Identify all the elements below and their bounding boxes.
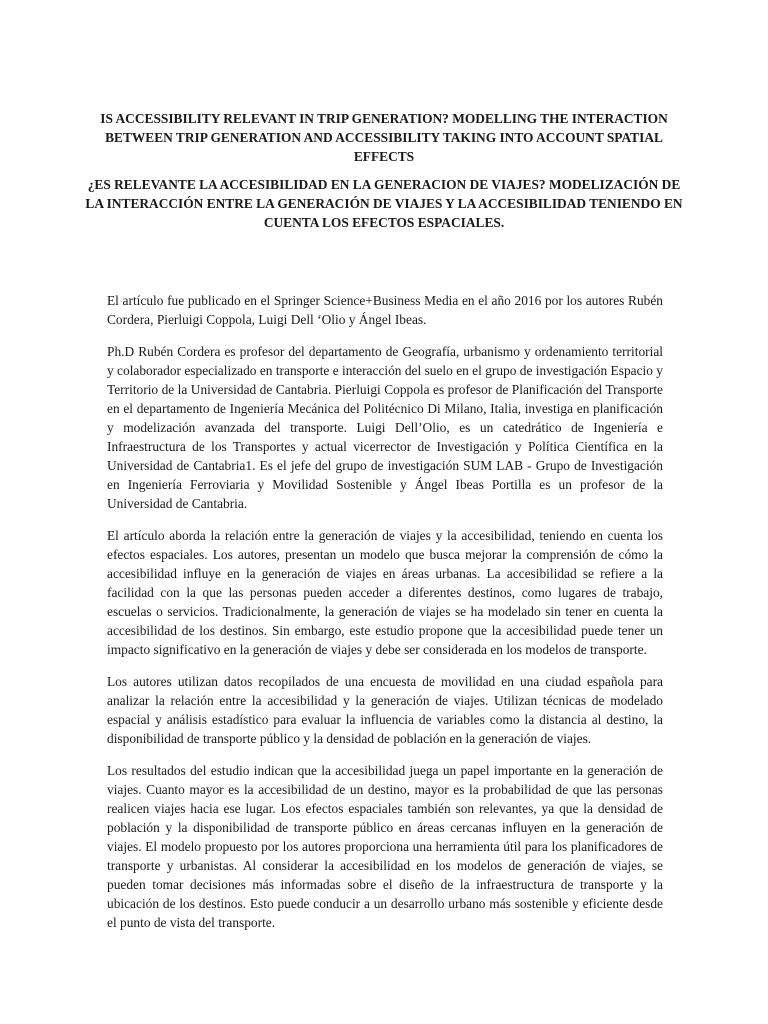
paragraph-results: Los resultados del estudio indican que la accesibilidad juega un papel importante en la generación de viajes. Cuanto mayor es la accesibilidad de un destino, mayor es la probabilidad de que las personas realicen viajes hacia ese lugar. Los efectos espaciales también son relevantes, ya que la densidad de población y la disponibilidad de transporte público en áreas cercanas influyen en la generación de viajes. El modelo propuesto por los autores proporciona una herramienta útil para los planificadores de transporte y urbanistas. Al considerar la accesibilidad en los modelos de generación de viajes, se pueden tomar decisiones más informadas sobre el diseño de la infraestructura de transporte y la ubicación de los destinos. Esto puede conducir a un desarrollo urbano más sostenible y eficiente desde el punto de vista del transporte. (107, 763, 663, 930)
paragraph-authors: Ph.D Rubén Cordera es profesor del departamento de Geografía, urbanismo y ordenamiento territorial y colaborador especializado en transporte e interacción del suelo en el grupo de investigación Espacio y Territorio de la Universidad de Cantabria. Pierluigi Coppola es profesor de Planificación del Transporte en el departamento de Ingeniería Mecánica del Politécnico Di Milano, Italia, investiga en planificación y modelización avanzada del transporte. Luigi Dell’Olio, es un catedrático de Ingeniería e Infraestructura de los Transportes y actual vicerrector de Investigación y Política Científica en la Universidad de Cantabria1. Es el jefe del grupo de investigación SUM LAB - Grupo de Investigación en Ingeniería Ferroviaria y Movilidad Sostenible y Ángel Ibeas Portilla es un profesor de la Universidad de Cantabria. (107, 344, 663, 511)
paragraph-methods: Los autores utilizan datos recopilados de una encuesta de movilidad en una ciudad española para analizar la relación entre la accesibilidad y la generación de viajes. Utilizan técnicas de modelado espacial y análisis estadístico para evaluar la influencia de variables como la distancia al destino, la disponibilidad de transporte público y la densidad de población en la generación de viajes. (107, 674, 663, 746)
document-title-spanish: ¿ES RELEVANTE LA ACCESIBILIDAD EN LA GENERACION DE VIAJES? MODELIZACIÓN DE LA INTERACCIÓN ENTRE LA GENERACIÓN DE VIAJES Y LA ACCESIBILIDAD TENIENDO EN CUENTA LOS EFECTOS ESPACIALES. (85, 177, 683, 230)
document-body (107, 291, 663, 945)
paragraph-topic: El artículo aborda la relación entre la generación de viajes y la accesibilidad, teniendo en cuenta los efectos espaciales. Los autores, presentan un modelo que busca mejorar la comprensión de cómo la accesibilidad influye en la generación de viajes en áreas urbanas. La accesibilidad se refiere a la facilidad con la que las personas pueden acceder a diferentes destinos, como lugares de trabajo, escuelas o servicios. Tradicionalmente, la generación de viajes se ha modelado sin tener en cuenta la accesibilidad de los destinos. Sin embargo, este estudio propone que la accesibilidad puede tener un impacto significativo en la generación de viajes y debe ser considerada en los modelos de transporte. (107, 528, 663, 657)
document-title-english: IS ACCESSIBILITY RELEVANT IN TRIP GENERATION? MODELLING THE INTERACTION BETWEEN TRIP GENERATION AND ACCESSIBILITY TAKING INTO ACCOUNT SPATIAL EFFECTS (100, 111, 668, 164)
paragraph-publication: El artículo fue publicado en el Springer Science+Business Media en el año 2016 por los autores Rubén Cordera, Pierluigi Coppola, Luigi Dell ‘Olio y Ángel Ibeas. (107, 293, 663, 327)
